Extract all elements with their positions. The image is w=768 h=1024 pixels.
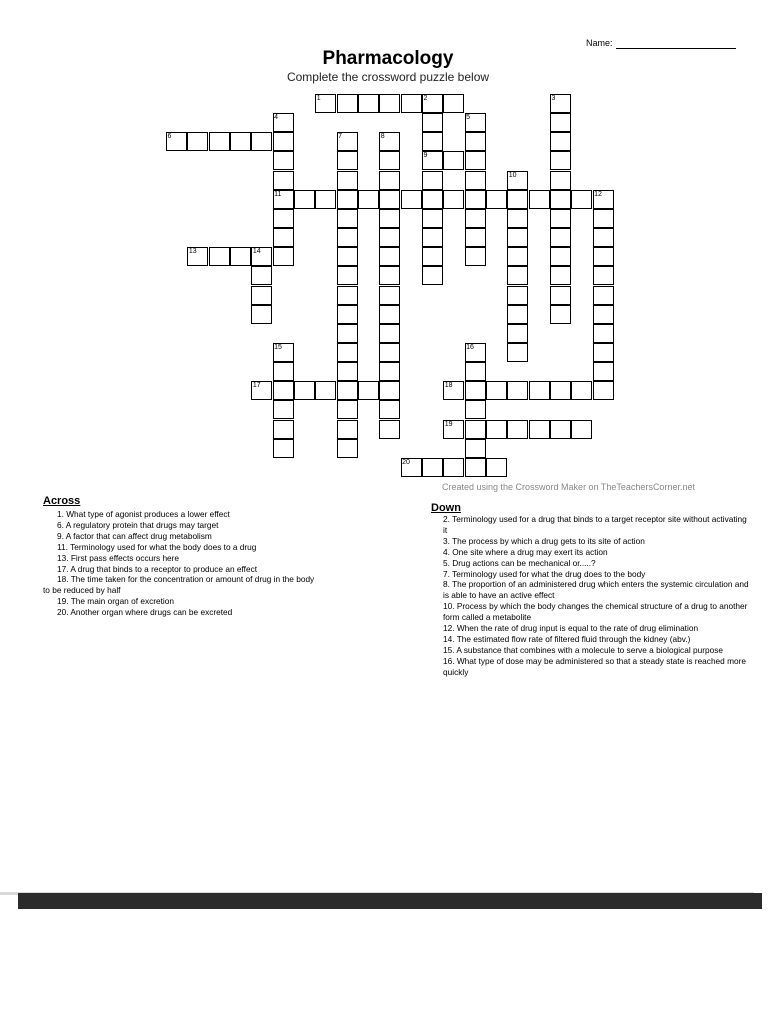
crossword-cell[interactable]	[507, 305, 528, 324]
viewer-bottom-bar	[18, 893, 762, 909]
crossword-cell[interactable]	[550, 286, 571, 305]
crossword-cell[interactable]	[251, 286, 272, 305]
clue-number: 1	[316, 95, 321, 102]
crossword-cell[interactable]	[593, 247, 614, 266]
across-clue-18: 18. The time taken for the concentration or amount of drug in the body to be reduced by half	[43, 574, 315, 596]
crossword-cell[interactable]	[230, 247, 251, 266]
crossword-cell[interactable]	[273, 151, 294, 170]
down-clue-3: 3. The process by which a drug gets to its site of action	[443, 535, 645, 546]
crossword-cell[interactable]	[550, 247, 571, 266]
crossword-cell[interactable]	[337, 151, 358, 170]
crossword-cell[interactable]	[379, 324, 400, 343]
crossword-cell[interactable]	[358, 381, 379, 400]
crossword-cell[interactable]	[465, 190, 486, 209]
crossword-cell[interactable]	[273, 420, 294, 439]
crossword-cell[interactable]	[571, 190, 592, 209]
crossword-cell[interactable]	[337, 439, 358, 458]
crossword-cell[interactable]	[337, 324, 358, 343]
crossword-cell[interactable]	[465, 400, 486, 419]
down-clue-7: 7. Terminology used for what the drug does to the body	[443, 568, 646, 579]
clue-number: 16	[466, 343, 474, 351]
crossword-cell[interactable]	[379, 209, 400, 228]
crossword-cell[interactable]	[209, 247, 230, 266]
crossword-cell[interactable]	[465, 247, 486, 266]
crossword-cell[interactable]	[443, 190, 464, 209]
crossword-cell[interactable]	[273, 362, 294, 381]
crossword-cell[interactable]	[379, 247, 400, 266]
name-label: Name:	[586, 38, 613, 48]
crossword-cell[interactable]	[550, 132, 571, 151]
down-clue-16: 16. What type of dose may be administered so that a steady state is reached more quickly	[443, 655, 746, 677]
crossword-cell[interactable]	[337, 94, 358, 113]
crossword-cell[interactable]	[550, 209, 571, 228]
crossword-cell[interactable]	[422, 266, 443, 285]
crossword-cell[interactable]	[507, 324, 528, 343]
crossword-cell[interactable]	[379, 94, 400, 113]
crossword-cell[interactable]	[379, 171, 400, 190]
crossword-cell[interactable]	[379, 420, 400, 439]
across-heading: Across	[43, 495, 81, 507]
crossword-cell[interactable]	[550, 190, 571, 209]
crossword-cell[interactable]	[465, 362, 486, 381]
crossword-cell[interactable]	[465, 132, 486, 151]
crossword-cell[interactable]	[294, 190, 315, 209]
crossword-cell[interactable]	[337, 420, 358, 439]
crossword-cell[interactable]	[593, 343, 614, 362]
crossword-cell[interactable]	[251, 305, 272, 324]
crossword-cell[interactable]	[337, 286, 358, 305]
crossword-grid	[0, 0, 768, 490]
clue-number: 2	[423, 95, 428, 102]
crossword-cell[interactable]	[251, 266, 272, 285]
crossword-cell[interactable]	[379, 190, 400, 209]
crossword-cell[interactable]	[507, 286, 528, 305]
crossword-cell[interactable]	[337, 247, 358, 266]
crossword-cell[interactable]	[465, 151, 486, 170]
crossword-cell[interactable]	[422, 247, 443, 266]
crossword-cell[interactable]	[379, 228, 400, 247]
crossword-cell[interactable]	[507, 266, 528, 285]
crossword-cell[interactable]	[529, 420, 550, 439]
crossword-cell[interactable]	[358, 190, 379, 209]
crossword-cell[interactable]	[379, 151, 400, 170]
crossword-cell[interactable]	[593, 305, 614, 324]
crossword-cell[interactable]	[187, 132, 208, 151]
crossword-cell[interactable]	[379, 362, 400, 381]
crossword-cell[interactable]	[337, 381, 358, 400]
crossword-cell[interactable]	[401, 94, 422, 113]
clue-number: 10	[508, 171, 517, 179]
down-clue-15: 15. A substance that combines with a molecule to serve a biological purpose	[443, 644, 723, 655]
crossword-cell[interactable]	[337, 400, 358, 419]
clue-number: 19	[444, 420, 453, 428]
crossword-cell[interactable]	[422, 458, 443, 477]
crossword-cell[interactable]	[465, 420, 486, 439]
crossword-cell[interactable]	[443, 151, 464, 170]
crossword-cell[interactable]	[337, 228, 358, 247]
clue-number: 3	[551, 95, 556, 102]
crossword-cell[interactable]	[571, 420, 592, 439]
crossword-cell[interactable]	[507, 343, 528, 362]
crossword-cell[interactable]	[465, 228, 486, 247]
crossword-cell[interactable]	[337, 343, 358, 362]
crossword-cell[interactable]	[337, 362, 358, 381]
crossword-cell[interactable]	[486, 420, 507, 439]
crossword-cell[interactable]	[486, 458, 507, 477]
crossword-cell[interactable]	[465, 458, 486, 477]
crossword-cell[interactable]	[273, 171, 294, 190]
clue-number: 4	[274, 114, 279, 122]
crossword-cell[interactable]	[337, 209, 358, 228]
crossword-cell[interactable]	[465, 439, 486, 458]
crossword-cell[interactable]	[593, 228, 614, 247]
crossword-cell[interactable]	[507, 381, 528, 400]
page-subtitle: Complete the crossword puzzle below	[286, 70, 490, 84]
crossword-cell[interactable]	[465, 209, 486, 228]
down-clue-5: 5. Drug actions can be mechanical or.....?	[443, 557, 596, 568]
crossword-cell[interactable]	[209, 132, 230, 151]
clue-number: 15	[274, 343, 282, 351]
crossword-cell[interactable]	[507, 247, 528, 266]
clue-number: 14	[252, 248, 261, 256]
crossword-cell[interactable]	[273, 439, 294, 458]
across-clue-20: 20. Another organ where drugs can be excreted	[57, 607, 233, 618]
clue-number: 11	[274, 190, 282, 198]
crossword-cell[interactable]	[251, 132, 272, 151]
crossword-cell[interactable]	[550, 381, 571, 400]
crossword-cell[interactable]	[379, 400, 400, 419]
crossword-cell[interactable]	[273, 400, 294, 419]
crossword-cell[interactable]	[337, 305, 358, 324]
crossword-cell[interactable]	[401, 190, 422, 209]
clue-number: 17	[252, 382, 261, 390]
crossword-cell[interactable]	[507, 190, 528, 209]
crossword-cell[interactable]	[422, 228, 443, 247]
crossword-cell[interactable]	[550, 228, 571, 247]
crossword-cell[interactable]	[379, 266, 400, 285]
clue-number: 6	[167, 133, 172, 141]
crossword-cell[interactable]	[550, 171, 571, 190]
crossword-cell[interactable]	[486, 381, 507, 400]
across-clue-11: 11. Terminology used for what the body does to a drug	[57, 541, 257, 552]
crossword-cell[interactable]	[593, 381, 614, 400]
crossword-cell[interactable]	[550, 420, 571, 439]
clue-number: 12	[594, 190, 602, 198]
crossword-cell[interactable]	[550, 151, 571, 170]
across-clue-17: 17. A drug that binds to a receptor to produce an effect	[57, 563, 258, 574]
across-clue-13: 13. First pass effects occurs here	[57, 552, 180, 563]
crossword-cell[interactable]	[337, 266, 358, 285]
crossword-cell[interactable]	[465, 381, 486, 400]
crossword-cell[interactable]	[593, 286, 614, 305]
crossword-cell[interactable]	[593, 209, 614, 228]
crossword-cell[interactable]	[315, 190, 336, 209]
page-title: Pharmacology	[322, 48, 454, 69]
crossword-cell[interactable]	[379, 343, 400, 362]
crossword-cell[interactable]	[422, 113, 443, 132]
crossword-cell[interactable]	[593, 266, 614, 285]
crossword-cell[interactable]	[379, 286, 400, 305]
crossword-cell[interactable]	[550, 266, 571, 285]
crossword-cell[interactable]	[273, 132, 294, 151]
crossword-cell[interactable]	[273, 381, 294, 400]
crossword-cell[interactable]	[571, 381, 592, 400]
crossword-cell[interactable]	[465, 171, 486, 190]
crossword-cell[interactable]	[273, 228, 294, 247]
across-clue-6: 6. A regulatory protein that drugs may target	[57, 519, 219, 530]
crossword-cell[interactable]	[529, 381, 550, 400]
crossword-cell[interactable]	[443, 458, 464, 477]
down-heading: Down	[431, 502, 461, 514]
down-clue-8: 8. The proportion of an administered drug which enters the systemic circulation and is able to have an active effect	[443, 579, 749, 601]
crossword-cell[interactable]	[422, 132, 443, 151]
crossword-cell[interactable]	[593, 324, 614, 343]
crossword-cell[interactable]	[529, 190, 550, 209]
crossword-cell[interactable]	[379, 305, 400, 324]
across-clue-19: 19. The main organ of excretion	[57, 596, 174, 607]
crossword-cell[interactable]	[507, 228, 528, 247]
crossword-cell[interactable]	[315, 381, 336, 400]
crossword-cell[interactable]	[507, 420, 528, 439]
clue-number: 9	[423, 152, 428, 160]
across-clue-list	[43, 509, 383, 618]
across-clue-9: 9. A factor that can affect drug metabolism	[57, 530, 212, 541]
crossword-cell[interactable]	[230, 132, 251, 151]
crossword-cell[interactable]	[593, 362, 614, 381]
crossword-cell[interactable]	[337, 190, 358, 209]
clue-number: 18	[444, 382, 453, 390]
crossword-cell[interactable]	[443, 94, 464, 113]
across-clue-1: 1. What type of agonist produces a lower effect	[57, 509, 230, 519]
crossword-cell[interactable]	[294, 381, 315, 400]
down-clue-2: 2. Terminology used for a drug that binds to a target receptor site without activating it	[443, 514, 747, 535]
crossword-cell[interactable]	[550, 113, 571, 132]
crossword-cell[interactable]	[337, 171, 358, 190]
clue-number: 7	[338, 133, 343, 141]
crossword-cell[interactable]	[273, 209, 294, 228]
crossword-cell[interactable]	[422, 209, 443, 228]
down-clue-12: 12. When the rate of drug input is equal to the rate of drug elimination	[443, 623, 699, 634]
crossword-cell[interactable]	[486, 190, 507, 209]
clue-number: 5	[466, 114, 471, 122]
down-clue-list	[443, 514, 753, 678]
crossword-cell[interactable]	[550, 305, 571, 324]
down-clue-4: 4. One site where a drug may exert its action	[443, 546, 608, 557]
crossword-cell[interactable]	[273, 247, 294, 266]
crossword-cell[interactable]	[358, 94, 379, 113]
clue-number: 8	[380, 133, 385, 141]
crossword-cell[interactable]	[379, 381, 400, 400]
crossword-cell[interactable]	[507, 209, 528, 228]
clue-number: 13	[188, 248, 197, 256]
clue-number: 20	[402, 458, 410, 466]
down-clue-14: 14. The estimated flow rate of filtered fluid through the kidney (abv.)	[443, 633, 691, 644]
crossword-cell[interactable]	[422, 190, 443, 209]
credit-text: Created using the Crossword Maker on TheTeachersCorner.net	[442, 482, 695, 492]
crossword-cell[interactable]	[422, 171, 443, 190]
down-clue-10: 10. Process by which the body changes the chemical structure of a drug to another form called a metabolite	[443, 601, 748, 623]
